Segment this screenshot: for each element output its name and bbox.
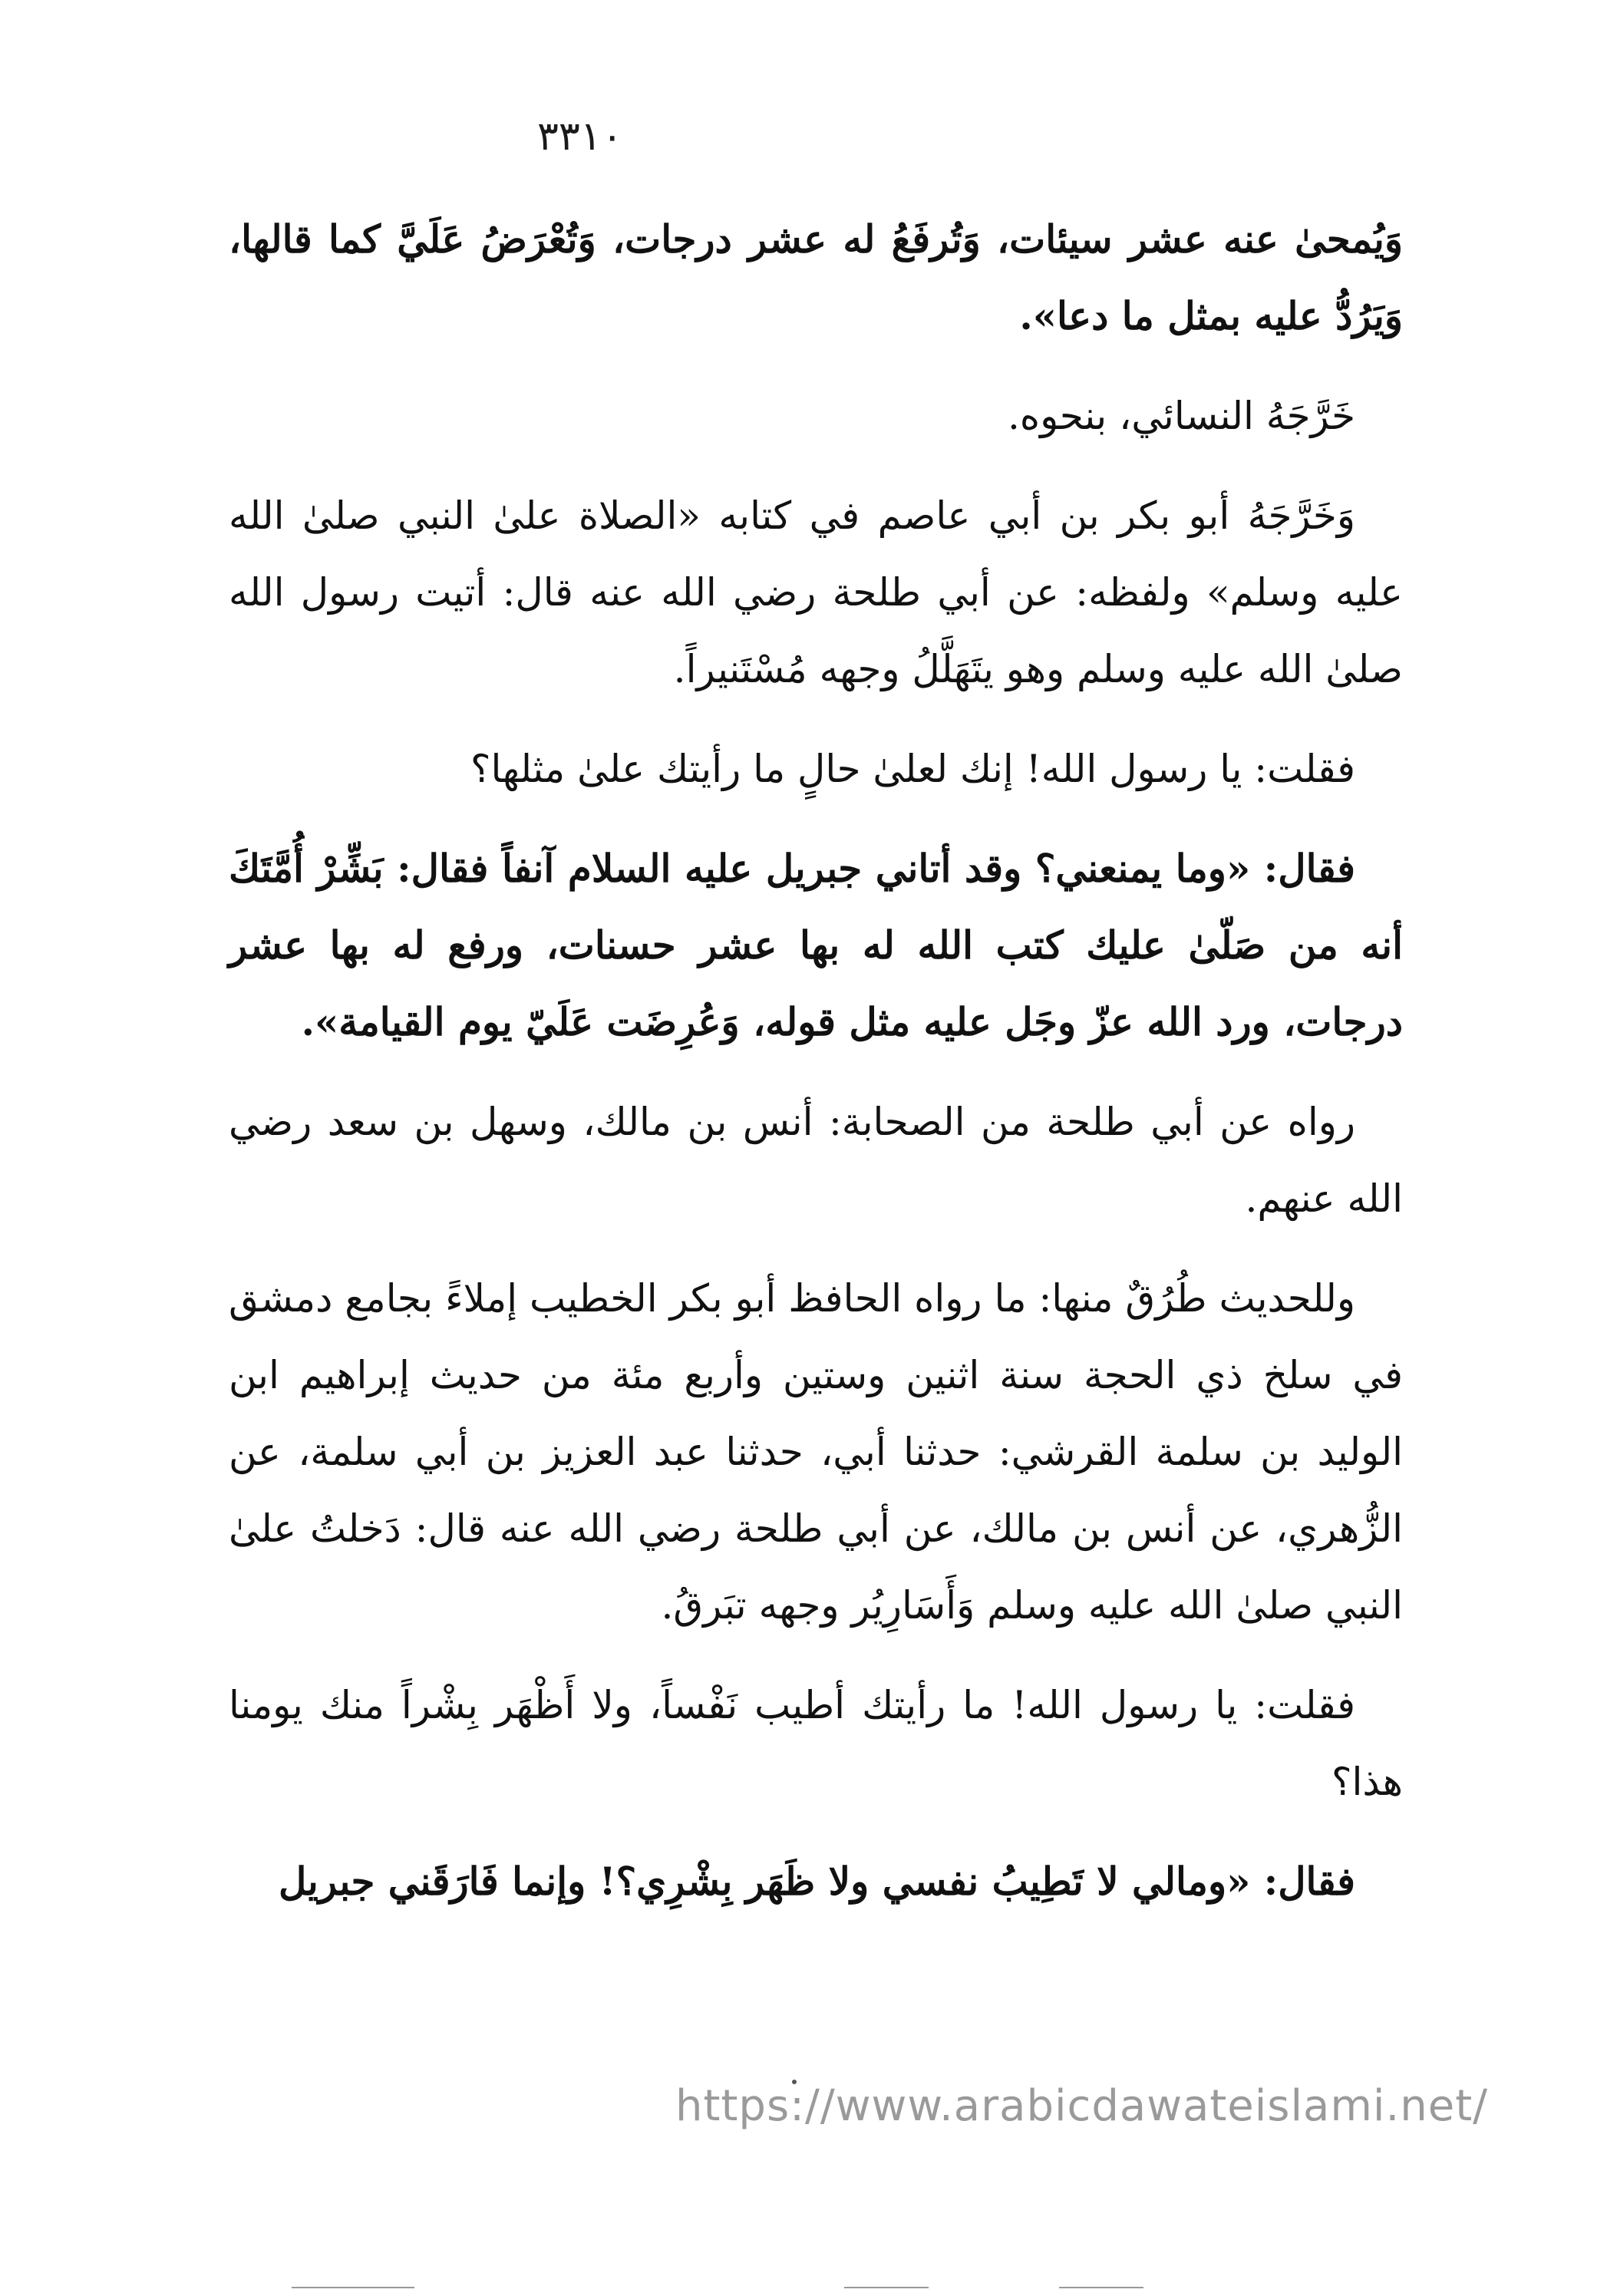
watermark-url[interactable]: https://www.arabicdawateislami.net/ [675, 2081, 1489, 2131]
paragraph-8: فقلت: يا رسول الله! ما رأيتك أطيب نَفْساً، ولا أَظْهَر بِشْراً منك يومنا هذا؟ [229, 1683, 1403, 1804]
footer-rule-1 [292, 2287, 414, 2288]
paragraph-7: وللحديث طُرُقٌ منها: ما رواه الحافظ أبو بكر الخطيب إملاءً بجامع دمشق في سلخ ذي الحجة سنة اثنين وستين وأربع مئة من حديث إبراهيم ابن الوليد بن سلمة القرشي: حدثنا أبي، حدثنا عبد العزيز بن أبي سلمة، عن الزُّهري، عن أنس بن مالك، عن أبي طلحة رضي الله عنه قال: دَخلتُ علىٰ النبي صلىٰ الله عليه وسلم وَأَسَارِيُر وجهه تبَرقُ. [229, 1276, 1403, 1628]
paragraph-6: رواه عن أبي طلحة من الصحابة: أنس بن مالك، وسهل بن سعد رضي الله عنهم. [229, 1100, 1403, 1221]
paragraph-5: فقال: «وما يمنعني؟ وقد أتاني جبريل عليه السلام آنفاً فقال: بَشِّرْ أُمَّتَكَ أنه من صَلّىٰ عليك كتب الله له بها عشر حسنات، ورفع له بها عشر درجات، ورد الله عزّ وجَل عليه مثل قوله، وَعُرِضَت عَلَيّ يوم القيامة». [229, 846, 1403, 1044]
paragraph-2: خَرَّجَهُ النسائي، بنحوه. [1008, 394, 1355, 438]
main-text [229, 201, 1403, 1943]
paragraph-1: وَيُمحىٰ عنه عشر سيئات، وَتُرفَعُ له عشر درجات، وَتُعْرَضُ عَلَيَّ كما قالها، وَيَرُدُّ عليه بمثل ما دعا». [229, 216, 1403, 338]
paragraph-3: وَخَرَّجَهُ أبو بكر بن أبي عاصم في كتابه «الصلاة علىٰ النبي صلىٰ الله عليه وسلم» ولفظه: عن أبي طلحة رضي الله عنه قال: أتيت رسول الله صلىٰ الله عليه وسلم وهو يتَهَلَّلُ وجهه مُسْتَنيراً. [229, 493, 1403, 691]
footer-rule-2 [844, 2287, 929, 2288]
paragraph-9: فقال: «ومالي لا تَطِيبُ نفسي ولا ظَهَر بِشْرِي؟! وإنما فَارَقَني جبريل [279, 1859, 1355, 1904]
footer-rule-3 [1059, 2287, 1143, 2288]
paragraph-4: فقلت: يا رسول الله! إنك لعلىٰ حالٍ ما رأيتك علىٰ مثلها؟ [470, 747, 1355, 791]
page-number: ٣٣١٠ [537, 114, 623, 160]
